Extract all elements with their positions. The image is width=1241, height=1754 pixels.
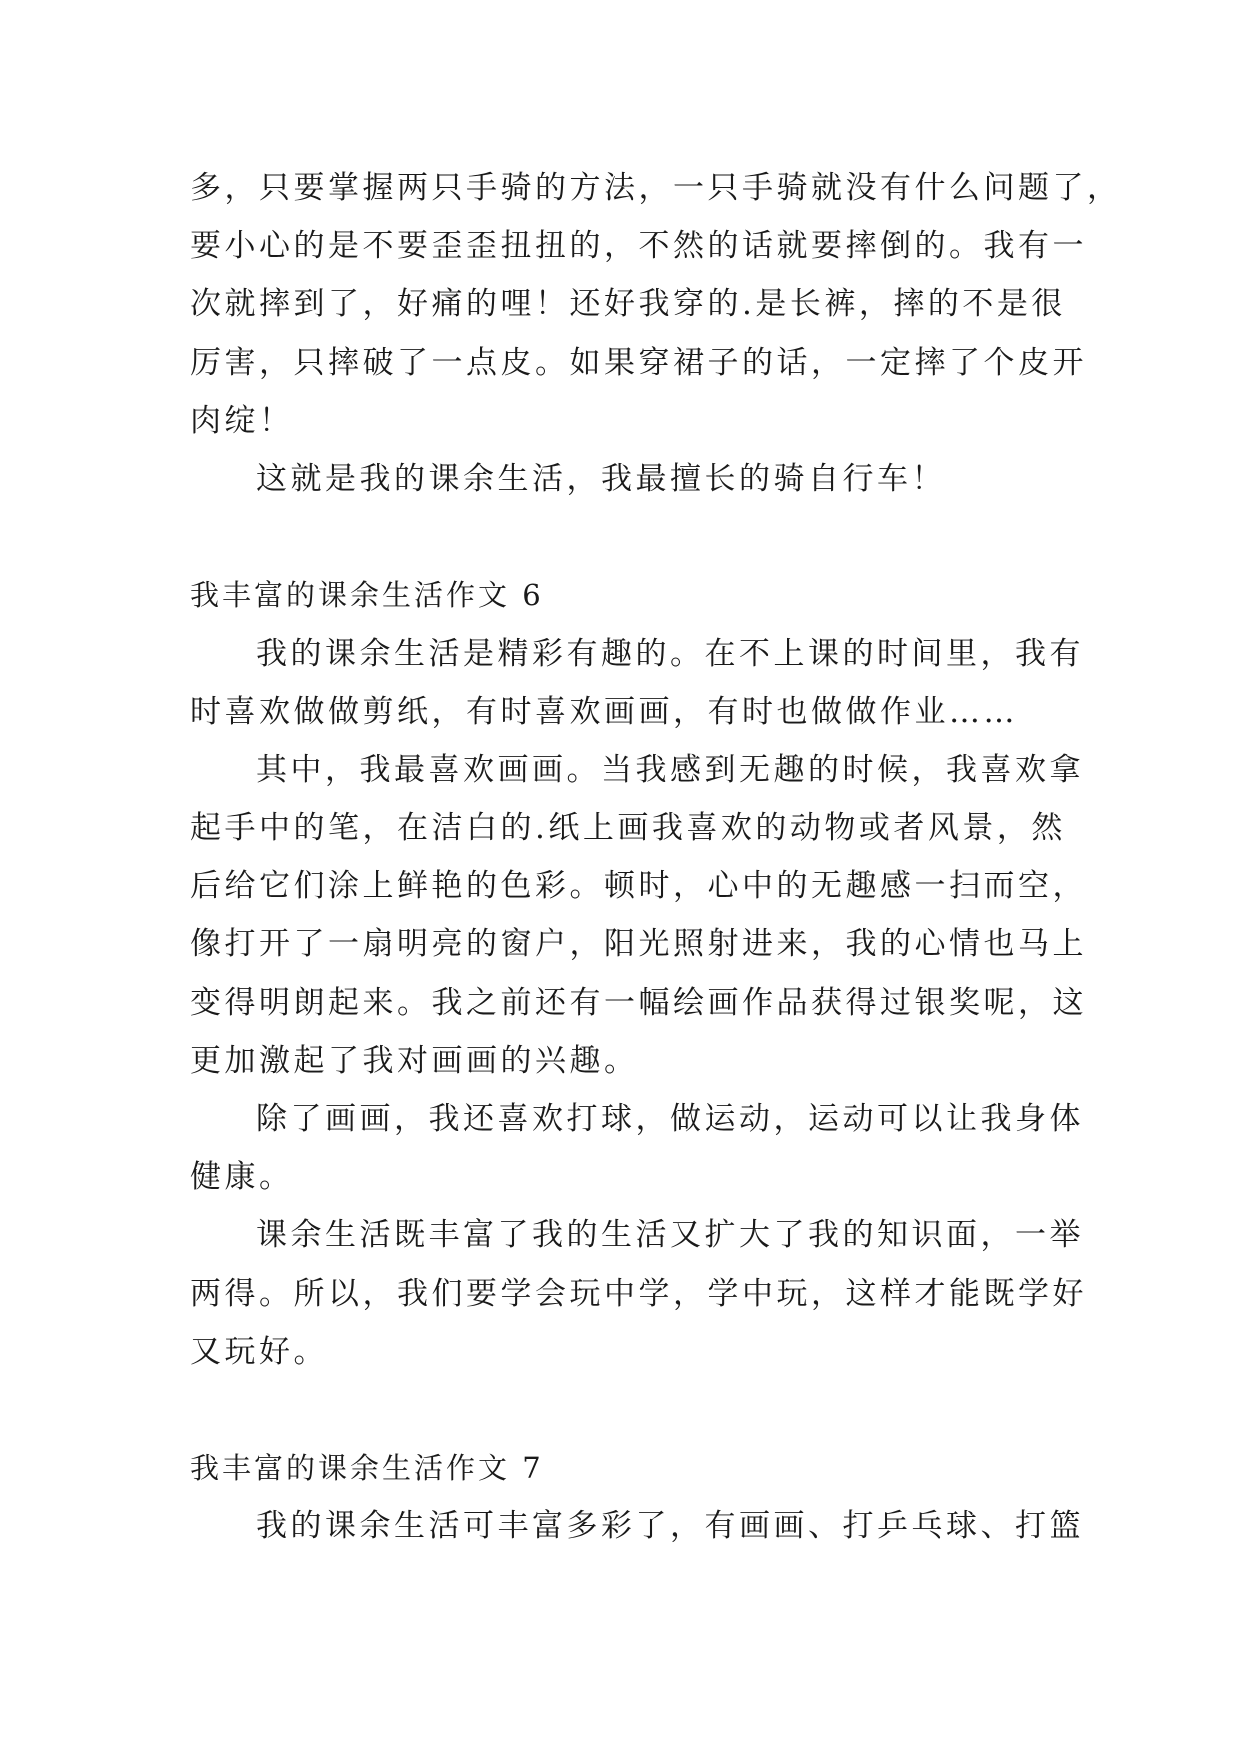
- text-line: 次就摔到了，好痛的哩！还好我穿的.是长裤，摔的不是很: [190, 286, 1066, 323]
- text-line: 我的课余生活可丰富多彩了，有画画、打乒乓球、打篮: [256, 1508, 1084, 1545]
- section-heading: [190, 566, 1050, 624]
- text-line: 变得明朗起来。我之前还有一幅绘画作品获得过银奖呢，这: [190, 984, 1087, 1021]
- document-body: [190, 159, 1122, 1556]
- text-line: 多，只要掌握两只手骑的方法，一只手骑就没有什么问题了，: [190, 170, 1122, 206]
- text-line: 时喜欢做做剪纸，有时喜欢画画，有时也做做作业……: [190, 693, 1018, 730]
- paragraph: [190, 741, 1087, 1090]
- text-line: 后给它们涂上鲜艳的色彩。顿时，心中的无趣感一扫而空，: [190, 868, 1087, 905]
- text-line: 这就是我的课余生活，我最擅长的骑自行车！: [256, 460, 946, 497]
- text-line: 要小心的是不要歪歪扭扭的，不然的话就要摔倒的。我有一: [190, 228, 1087, 265]
- paragraph: [190, 625, 1084, 741]
- paragraph: [190, 159, 1122, 450]
- text-line: 课余生活既丰富了我的生活又扩大了我的知识面，一举: [256, 1217, 1084, 1254]
- heading-text: 我丰富的课余生活作文 6: [190, 578, 544, 613]
- section-heading: [190, 1439, 1050, 1497]
- paragraph: [190, 1497, 1084, 1555]
- text-line: 我的课余生活是精彩有趣的。在不上课的时间里，我有: [256, 635, 1084, 672]
- paragraph: [190, 450, 1050, 508]
- text-line: 其中，我最喜欢画画。当我感到无趣的时候，我喜欢拿: [256, 751, 1084, 788]
- text-line: 两得。所以，我们要学会玩中学，学中玩，这样才能既学好: [190, 1275, 1087, 1312]
- paragraph: [190, 1206, 1087, 1381]
- heading-text: 我丰富的课余生活作文 7: [190, 1451, 544, 1486]
- text-line: 厉害，只摔破了一点皮。如果穿裙子的话，一定摔了个皮开: [190, 344, 1087, 381]
- section-spacer: [190, 1381, 1050, 1439]
- text-line: 像打开了一扇明亮的窗户，阳光照射进来，我的心情也马上: [190, 926, 1087, 963]
- text-line: 又玩好。: [190, 1333, 328, 1370]
- paragraph: [190, 1090, 1084, 1206]
- section-spacer: [190, 508, 1050, 566]
- text-line: 更加激起了我对画画的兴趣。: [190, 1042, 639, 1079]
- text-line: 肉绽！: [190, 402, 294, 439]
- text-line: 健康。: [190, 1159, 294, 1196]
- text-line: 起手中的笔，在洁白的.纸上画我喜欢的动物或者风景，然: [190, 810, 1066, 847]
- text-line: 除了画画，我还喜欢打球，做运动，运动可以让我身体: [256, 1101, 1084, 1137]
